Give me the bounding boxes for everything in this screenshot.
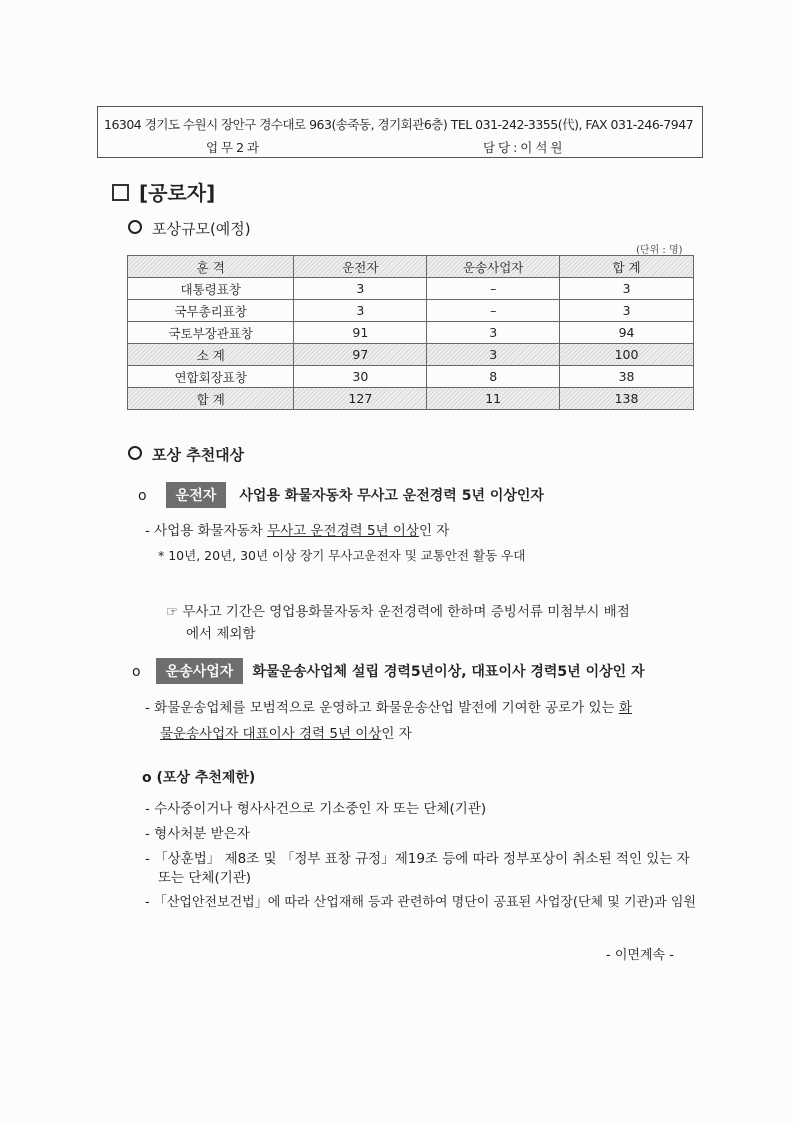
table-cell: 8 (427, 366, 560, 388)
company-line1-prefix: - 화물운송업체를 모범적으로 운영하고 화물운송산업 발전에 기여한 공로가 있는 (145, 700, 619, 716)
header-address: 16304 경기도 수원시 장안구 경수대로 963(송죽동, 경기회관6층) TEL 031-242-3355(代), FAX 031-246-7947 (104, 117, 694, 132)
table-cell: 94 (560, 322, 694, 344)
driver-note: * 10년, 20년, 30년 이상 장기 무사고운전자 및 교통안전 활동 우대 (158, 548, 526, 563)
driver-heading (138, 482, 544, 508)
company-line2 (160, 722, 412, 742)
square-bullet-icon (112, 184, 129, 201)
table-cell: 3 (427, 344, 560, 366)
driver-headline: 사업용 화물자동차 무사고 운전경력 5년 이상인자 (239, 488, 544, 504)
table-cell: 대통령표창 (128, 278, 294, 300)
table-cell: 국토부장관표창 (128, 322, 294, 344)
driver-tag: 운전자 (166, 482, 227, 508)
table-cell: 3 (294, 300, 427, 322)
header-box (97, 106, 703, 158)
restriction-item: - 수사중이거나 형사사건으로 기소중인 자 또는 단체(기관) (145, 801, 487, 817)
company-tag: 운송사업자 (156, 658, 244, 684)
company-line1-underline: 화 (618, 700, 632, 716)
continued-footer: - 이면계속 - (606, 948, 674, 963)
award-scale-title-text: 포상규모(예정) (152, 220, 251, 238)
company-headline: 화물운송사업체 설립 경력5년이상, 대표이사 경력5년 이상인 자 (252, 664, 645, 680)
restriction-item: - 「상훈법」 제8조 및 「정부 표창 규정」제19조 등에 따라 정부포상이 취소된 적인 있는 자 (145, 851, 690, 867)
table-cell: 100 (560, 344, 694, 366)
table-row-total (128, 388, 694, 410)
table-cell: 11 (427, 388, 560, 410)
table-cell: 3 (294, 278, 427, 300)
driver-line1 (145, 519, 449, 539)
table-cell: 국무총리표창 (128, 300, 294, 322)
restriction-title: o (포상 추천제한) (142, 770, 256, 786)
award-scale-title (128, 218, 251, 239)
restriction-item-cont: 또는 단체(기관) (158, 870, 252, 886)
table-row (128, 300, 694, 322)
table-cell: – (427, 278, 560, 300)
section-title-text: [공로자] (139, 181, 216, 205)
company-heading (132, 658, 645, 684)
section-title (112, 177, 215, 206)
circle-bullet-icon (128, 446, 142, 460)
table-cell: 138 (560, 388, 694, 410)
table-row (128, 366, 694, 388)
column-header: 훈 격 (128, 256, 294, 278)
award-table (127, 255, 694, 410)
table-cell: 3 (560, 278, 694, 300)
table-cell: 97 (294, 344, 427, 366)
company-bullet: o (132, 664, 141, 680)
column-header: 운전자 (294, 256, 427, 278)
table-cell: 38 (560, 366, 694, 388)
company-line2-underline: 물운송사업자 대표이사 경력 5년 이상 (160, 726, 382, 742)
header-contact: 담 당 : 이 석 원 (483, 140, 562, 155)
restriction-item: - 「산업안전보건법」에 따라 산업재해 등과 관련하여 명단이 공표된 사업장(단체 및 기관)과 임원 (145, 895, 696, 910)
driver-line1-prefix: - 사업용 화물자동차 (145, 523, 268, 539)
table-header-row (128, 256, 694, 278)
table-cell: 합 계 (128, 388, 294, 410)
driver-line1-underline: 무사고 운전경력 5년 이상 (267, 523, 419, 539)
table-cell: 소 계 (128, 344, 294, 366)
table-row (128, 322, 694, 344)
driver-memo-line1: ☞ 무사고 기간은 영업용화물자동차 운전경력에 한하며 증빙서류 미첨부시 배점 (166, 604, 630, 620)
company-line1 (145, 696, 632, 716)
recommend-title-text: 포상 추천대상 (152, 446, 245, 464)
unit-label: (단위 : 명) (636, 245, 683, 256)
driver-bullet: o (138, 488, 147, 504)
restriction-item: - 형사처분 받은자 (145, 826, 250, 842)
table-cell: 3 (427, 322, 560, 344)
recommend-title (128, 444, 244, 465)
table-cell: 91 (294, 322, 427, 344)
table-cell: 연합회장표창 (128, 366, 294, 388)
column-header: 합 계 (560, 256, 694, 278)
column-header: 운송사업자 (427, 256, 560, 278)
table-row (128, 278, 694, 300)
table-cell: – (427, 300, 560, 322)
company-line2-suffix: 인 자 (381, 726, 412, 742)
header-department: 업 무 2 과 (206, 140, 259, 155)
driver-line1-suffix: 인 자 (418, 523, 450, 539)
table-cell: 127 (294, 388, 427, 410)
circle-bullet-icon (128, 220, 142, 234)
table-row-subtotal (128, 344, 694, 366)
driver-memo-line2: 에서 제외함 (186, 626, 256, 642)
table-cell: 30 (294, 366, 427, 388)
table-cell: 3 (560, 300, 694, 322)
